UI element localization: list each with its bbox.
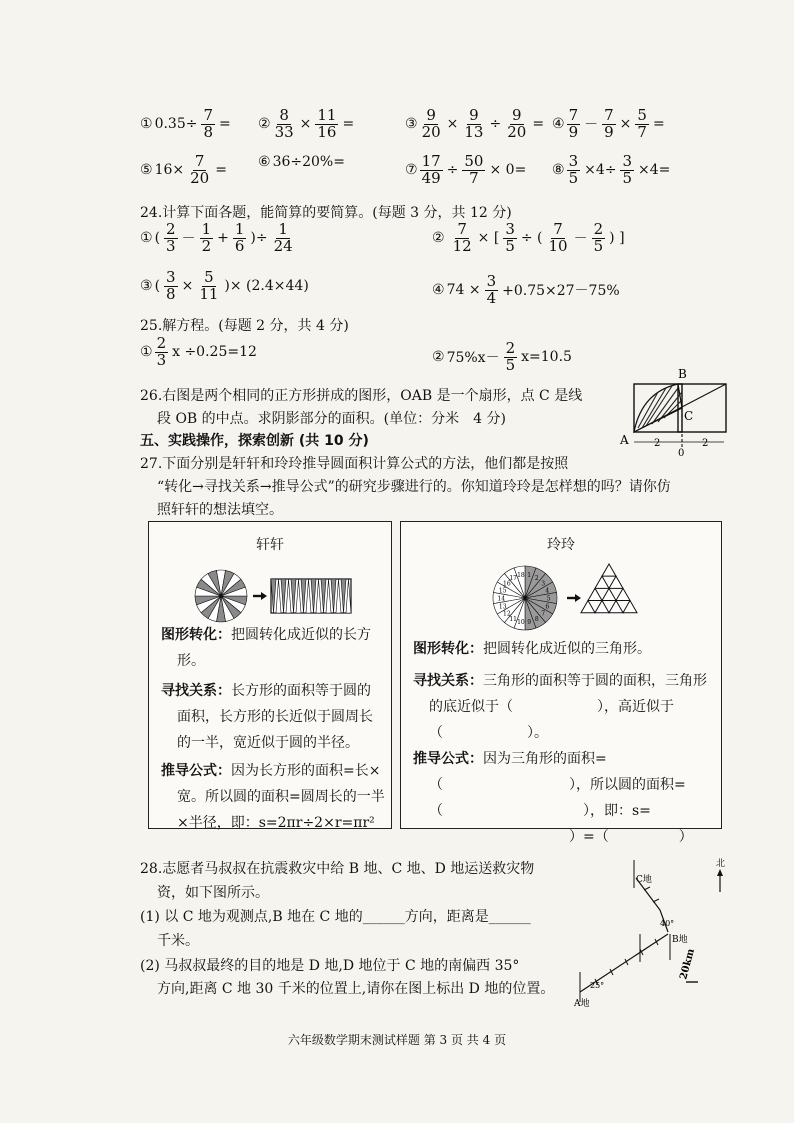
len-1: 2 (654, 438, 661, 449)
triangle-cell (602, 564, 616, 576)
denominator: 8 (203, 122, 214, 141)
expr-text: × (299, 116, 312, 133)
expr-text: 0.35÷ (154, 116, 198, 133)
denominator: 8 (166, 284, 176, 303)
sector-number: 1 (527, 572, 532, 580)
label-b: B (678, 367, 687, 381)
circle-to-rectangle-figure (191, 564, 353, 628)
fraction (188, 154, 211, 187)
q28-sub2b: 方向,距离 C 地 30 千米的位置上,请你在图上标出 D 地的位置。 (157, 981, 555, 997)
fraction (485, 274, 499, 307)
expr-text: 16× (154, 162, 185, 179)
denominator: 5 (622, 168, 633, 187)
expr-text: 74 × (446, 282, 481, 299)
numerator: 1 (201, 220, 212, 238)
expr-text: = (342, 116, 355, 133)
item-index: ⑥ (258, 154, 271, 170)
expr-text: ×4÷ (584, 162, 617, 179)
expr-text: ÷ (489, 116, 502, 133)
numerator: 3 (166, 268, 176, 286)
numerator: 3 (622, 152, 633, 170)
item-index: ② (432, 230, 445, 247)
label-c: C (684, 409, 694, 423)
sector-number: 6 (545, 603, 550, 611)
denominator: 3 (166, 236, 176, 255)
section5-title: 五、实践操作，探索创新 (共 10 分) (140, 433, 369, 449)
sector-number: 3 (541, 580, 546, 588)
expr-text: = (219, 116, 231, 133)
denominator: 2 (201, 236, 212, 255)
sector-number: 12 (503, 610, 511, 618)
triangle-cell (581, 601, 595, 613)
item-index: ④ (552, 116, 565, 133)
fraction (504, 341, 518, 374)
expr-text: × 0= (489, 162, 527, 179)
q24-item-3 (140, 270, 311, 303)
denominator: 4 (486, 288, 497, 307)
item-index: ① (140, 230, 153, 247)
lingling-step1: 图形转化：把圆转化成近似的三角形。 (413, 641, 651, 657)
fraction (505, 108, 528, 141)
item-index: ③ (140, 278, 153, 295)
fraction (200, 222, 214, 255)
expr-text: )× (2.4×44) (224, 278, 309, 295)
denominator: 33 (274, 122, 294, 141)
xuanxuan-title: 轩轩 (256, 537, 284, 553)
sector-number: 8 (534, 616, 539, 624)
fraction (273, 108, 296, 141)
q27-line3: 照轩轩的想法填空。 (157, 502, 283, 518)
sector-number: 14 (497, 595, 506, 603)
numerator: 2 (593, 220, 604, 238)
xuanxuan-step1: 图形转化：把圆转化成近似的长方 形。 (161, 627, 371, 669)
expr-text: = (652, 116, 665, 133)
fraction (315, 108, 338, 141)
angle-25: 25° (590, 981, 605, 990)
expr-text: = (215, 162, 227, 179)
triangle-cell (588, 588, 602, 600)
denominator: 5 (593, 236, 604, 255)
fraction (635, 108, 649, 141)
q26-line1: 26.右图是两个相同的正方形拼成的图形，OAB 是一个扇形，点 C 是线 (140, 388, 583, 404)
item-index: ⑤ (140, 162, 153, 179)
denominator: 11 (199, 284, 219, 303)
item-index: ⑧ (552, 162, 565, 179)
label-a: A (620, 433, 629, 447)
fraction (164, 270, 178, 303)
sector-number: 7 (541, 610, 546, 618)
q23-item-6 (258, 154, 347, 170)
expr-text: x=10.5 (521, 349, 572, 366)
expr-text: ×4= (638, 162, 671, 179)
lingling-step2: 寻找关系：三角形的面积等于圆的面积，三角形 的底近似于（ ），高近似于 （ ）。 (413, 673, 707, 741)
lingling-title: 玲玲 (547, 537, 575, 553)
sector-number: 13 (498, 603, 507, 611)
denominator: 16 (317, 122, 337, 141)
numerator: 17 (421, 152, 441, 170)
expr-text: 36÷20%= (272, 154, 345, 170)
item-index: ⑦ (405, 162, 418, 179)
north-label: 北 (716, 859, 726, 869)
fraction (420, 108, 443, 141)
denominator: 20 (507, 122, 527, 141)
numerator: 7 (604, 106, 614, 124)
q27-line2: “转化→寻找关系→推导公式”的研究步骤进行的。你知道玲玲是怎样想的吗？请你仿 (157, 479, 671, 495)
q25-item-2 (432, 341, 574, 374)
expr-text: － (181, 231, 196, 248)
triangle-cell (609, 601, 623, 613)
sector-number: 5 (546, 595, 551, 603)
numerator: 5 (637, 106, 647, 124)
numerator: 2 (166, 220, 176, 238)
fraction (503, 222, 517, 255)
item-index: ② (432, 349, 445, 366)
q28-line2: 资，如下图所示。 (157, 885, 269, 901)
q24-item-2 (432, 222, 627, 255)
numerator: 2 (156, 334, 167, 352)
sector-number: 17 (509, 574, 517, 582)
q25-item-1 (140, 336, 259, 369)
scale-label: 20km (678, 947, 698, 981)
item-index: ③ (405, 116, 418, 133)
q24-item-1 (140, 222, 297, 255)
fraction (155, 336, 169, 369)
triangle-cell (595, 601, 609, 613)
numerator: 8 (279, 106, 289, 124)
triangle-cell (623, 601, 637, 613)
fraction (420, 154, 443, 187)
expr-text: ÷ ( (520, 230, 543, 247)
triangle-cell (602, 588, 616, 600)
denominator: 49 (421, 168, 441, 187)
numerator: 3 (568, 152, 579, 170)
circle-to-triangle-figure (489, 562, 639, 636)
numerator: 7 (553, 220, 563, 238)
numerator: 7 (457, 220, 467, 238)
numerator: 7 (568, 106, 579, 124)
expr-text: +0.75×27－75% (502, 283, 620, 300)
item-index: ④ (432, 282, 445, 299)
fraction (567, 108, 581, 141)
fraction (233, 222, 247, 255)
q23-item-7 (405, 154, 528, 187)
xuanxuan-step2: 寻找关系：长方形的面积等于圆的 面积，长方形的长近似于圆周长 的一半，宽近似于圆的半径。 (161, 683, 373, 751)
expr-text: ÷ (446, 162, 459, 179)
square-right (678, 384, 726, 432)
expr-text: ( (154, 230, 161, 247)
sector-number: 18 (517, 572, 525, 580)
sector-number: 9 (527, 618, 532, 626)
fraction (164, 222, 178, 255)
fraction (197, 270, 220, 303)
sector-number: 4 (545, 587, 550, 595)
lingling-box (400, 521, 722, 845)
denominator: 10 (548, 236, 568, 255)
item-index: ① (140, 344, 153, 361)
fraction (451, 222, 474, 255)
sector-number: 11 (509, 616, 517, 624)
numerator: 9 (426, 106, 436, 124)
fraction (592, 222, 606, 255)
expr-text: － (584, 117, 599, 134)
q28-map (560, 852, 740, 1010)
len-2: 2 (702, 438, 709, 449)
expr-text: × (181, 278, 194, 295)
q23-item-3 (405, 108, 546, 141)
triangle-cell (595, 576, 609, 588)
numerator: 2 (505, 339, 516, 357)
sector-number: 15 (498, 587, 507, 595)
numerator: 11 (317, 106, 337, 124)
q23-item-2 (258, 108, 356, 141)
fraction (602, 108, 616, 141)
denominator: 20 (190, 168, 210, 187)
expr-text: × [ (477, 230, 500, 247)
q23-item-5 (140, 154, 229, 187)
expr-text: － (573, 231, 588, 248)
denominator: 24 (273, 236, 293, 255)
q23-item-1 (140, 108, 233, 141)
numerator: 3 (486, 272, 497, 290)
q26-line2: 段 OB 的中点。求阴影部分的面积。(单位：分米 4 分) (157, 411, 506, 427)
sector-number: 16 (503, 580, 511, 588)
denominator: 9 (568, 122, 579, 141)
label-a-site: A地 (574, 999, 590, 1009)
q28-sub1a: (1) 以 C 地为观测点,B 地在 C 地的______方向，距离是______ (140, 909, 531, 925)
fraction (462, 108, 485, 141)
expr-text: )÷ (250, 230, 268, 247)
triangle-cell (609, 576, 623, 588)
q27-line1: 27.下面分别是轩轩和玲玲推导圆面积计算公式的方法，他们都是按照 (140, 456, 569, 472)
denominator: 13 (464, 122, 484, 141)
q26-figure (612, 362, 728, 458)
label-b-site: B地 (672, 935, 688, 945)
denominator: 7 (469, 168, 479, 187)
denominator: 5 (568, 168, 579, 187)
fraction (272, 222, 295, 255)
denominator: 7 (637, 122, 647, 141)
expr-text: ) ] (609, 230, 625, 247)
q28-sub2a: (2) 马叔叔最终的目的地是 D 地,D 地位于 C 地的南偏西 35° (140, 958, 520, 974)
triangle-cell (616, 588, 630, 600)
numerator: 50 (464, 152, 484, 170)
lingling-step3: 推导公式：因为三角形的面积= （ ），所以圆的面积= （ ），即：s= ）=（ ） (413, 751, 693, 845)
expr-text: ( (154, 278, 161, 295)
denominator: 12 (452, 236, 472, 255)
page-footer: 六年级数学期末测试样题 第 3 页 共 4 页 (287, 1033, 507, 1047)
sector-number: 10 (517, 618, 525, 626)
xuanxuan-step3: 推导公式：因为长方形的面积=长× 宽。所以圆的面积=圆周长的一半 ×半径，即：s=2πr÷2×r=πr² (161, 763, 385, 831)
sector-number: 2 (534, 574, 539, 582)
q23-item-8 (552, 154, 672, 187)
q28-line1: 28.志愿者马叔叔在抗震救灾中给 B 地、C 地、D 地运送救灾物 (140, 861, 535, 877)
xuanxuan-box (148, 521, 392, 829)
fraction (620, 154, 634, 187)
numerator: 7 (203, 106, 214, 124)
item-index: ② (258, 116, 271, 133)
numerator: 7 (194, 152, 205, 170)
label-o: 0 (678, 448, 685, 458)
fraction (462, 154, 485, 187)
numerator: 1 (234, 220, 245, 238)
denominator: 5 (505, 236, 515, 255)
q24-title: 24.计算下面各题，能简算的要简算。(每题 3 分，共 12 分) (140, 205, 512, 221)
expr-text: × (446, 116, 459, 133)
numerator: 3 (505, 220, 515, 238)
expr-text: 75%x－ (446, 350, 500, 367)
expr-text: x ÷0.25=12 (172, 344, 257, 361)
expr-text: = (532, 116, 545, 133)
fraction (567, 154, 581, 187)
fraction (547, 222, 570, 255)
denominator: 9 (604, 122, 614, 141)
expr-text: × (619, 116, 632, 133)
fraction (201, 108, 215, 141)
q24-item-4 (432, 274, 622, 307)
denominator: 6 (234, 236, 245, 255)
numerator: 5 (204, 268, 214, 286)
q23-item-4 (552, 108, 667, 141)
numerator: 9 (511, 106, 522, 124)
q25-title: 25.解方程。(每题 2 分，共 4 分) (140, 318, 349, 334)
label-c-site: C地 (636, 875, 652, 885)
numerator: 1 (278, 220, 288, 238)
denominator: 3 (156, 350, 167, 369)
denominator: 5 (505, 355, 516, 374)
angle-40: 40° (660, 919, 675, 928)
numerator: 9 (469, 106, 479, 124)
q28-sub1b: 千米。 (157, 933, 199, 949)
item-index: ① (140, 116, 153, 133)
expr-text: + (217, 230, 229, 247)
denominator: 20 (421, 122, 441, 141)
